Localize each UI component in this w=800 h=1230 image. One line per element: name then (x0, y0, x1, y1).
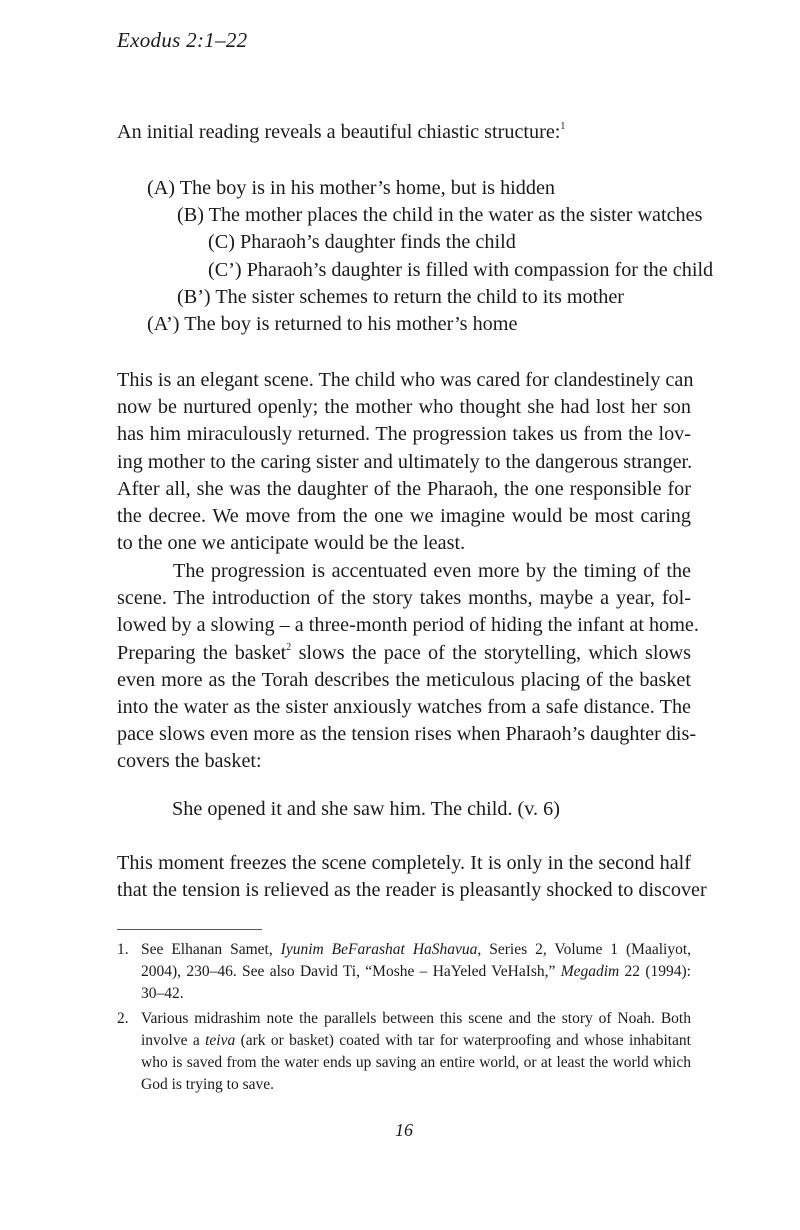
intro-sentence (117, 119, 697, 146)
footnote-1 (117, 939, 691, 1005)
intro-text: An initial reading reveals a beautiful chiastic structure: (117, 121, 561, 143)
chiastic-structure-list (117, 175, 717, 338)
footnote-number: 2. (117, 1010, 129, 1027)
running-head: Exodus 2:1–22 (117, 28, 248, 52)
paragraph-moment-freezes: This moment freezes the scene completely. It is only in the second half that the tension is relieved as the reader is pleasantly shocked to discover (117, 852, 707, 902)
chiasm-item-a-prime: (A’) The boy is returned to his mother’s home (147, 313, 518, 336)
footnote-number: 1. (117, 941, 129, 958)
block-quote: She opened it and she saw him. The child. (v. 6) (172, 798, 560, 820)
line-with-footnote-ref: Preparing the basket$^2$ slows the pace of the storytelling, which slows (117, 641, 692, 664)
paragraph-progression: The progression is accentuated even more by the timing of the scene. The introduction of the story takes months, maybe a year, fol- lowed by a slowing – a three-month period of hiding the infant at home. Preparing the basket$^2$ slows the pace of the storytelling, which slows even more as the Torah describes the meticulous placing of the basket into the water as the sister anxiously watches from a safe distance. The pace slows even more as the tension rises when Pharaoh’s daughter dis- covers the basket: (117, 560, 699, 773)
chiasm-item-b: (B) The mother places the child in the water as the sister watches (177, 204, 703, 227)
footnote-text: See Elhanan Samet, Iyunim BeFarashat HaShavua, Series 2, Volume 1 (Maaliyot, 2004), 230–46. See also David Ti, “Moshe – HaYeled VeHaIsh,” Megadim 22 (1994): 30–42. (141, 941, 691, 1002)
paragraph-elegant-scene: This is an elegant scene. The child who was cared for clandestinely can now be nurtured openly; the mother who thought she had lost her son has him miraculously returned. The progression takes us from the lov- ing mother to the caring sister and ultimately to the dangerous stranger. After all, she was the daughter of the Pharaoh, the one responsible for the decree. We move from the one we imagine would be most caring to the one we anticipate would be the least. (117, 369, 694, 555)
footnotes (117, 939, 691, 1099)
footnote-2 (117, 1008, 691, 1096)
footnote-ref-2[interactable]: 2 (286, 641, 292, 653)
page-number: 16 (395, 1120, 413, 1140)
footnote-ref-1[interactable]: 1 (560, 121, 566, 132)
footnote-text: Various midrashim note the parallels between this scene and the story of Noah. Both involve a teiva (ark or basket) coated with tar for waterproofing and whose inhabitant who is saved from the water ends up saving an entire world, or at least the world which God is trying to save. (141, 1010, 691, 1093)
footnote-separator (117, 929, 262, 930)
chiasm-item-c-prime: (C’) Pharaoh’s daughter is filled with compassion for the child (208, 258, 714, 281)
chiasm-item-a: (A) The boy is in his mother’s home, but is hidden (147, 177, 556, 199)
chiasm-item-c: (C) Pharaoh’s daughter finds the child (208, 231, 516, 254)
chiasm-item-b-prime: (B’) The sister schemes to return the child to its mother (177, 285, 625, 308)
